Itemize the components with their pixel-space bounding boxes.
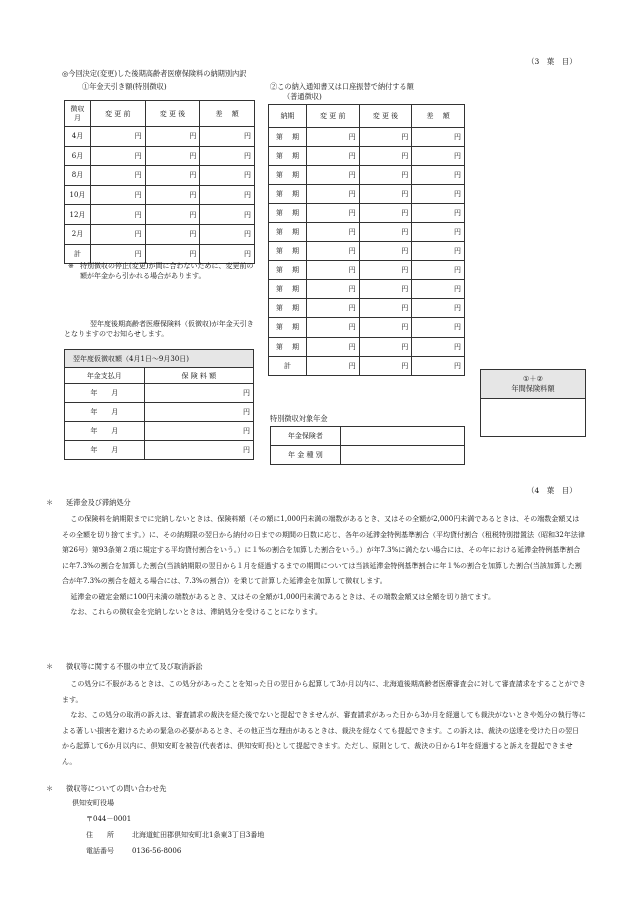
row-label: 4月: [65, 127, 91, 147]
row-label: 第 期: [269, 128, 307, 147]
contact-title: 徴収等についての問い合わせ先: [66, 784, 167, 793]
table-row: [269, 128, 465, 147]
amount-cell: 円: [200, 127, 255, 147]
delinquency-p1: この保険料を納期限までに完納しないときは、保険料額（その額に1,000円未満の端数があるとき、又はその全額が2,000円未満であるときは、その端数金額又はその全額を切り捨てます。）に、その納期限の翌日から納付の日までの期間の日数に応じ、各年の延滞金特例基準割合（平均貸付割合（租税特別措置法（昭和32年法律第26号）第93条第２項に規定する平均貸付割合をいう。）に１%の割合を加算した割合をいう。）が年7.3%に満たない場合には、その年における延滞金特例基準割合に年7.3%の割合を加算した割合(当該納期限の翌日から１月を経過するまでの期間については当該延滞金特例基準割合に年１%の割合を加算した割合(当該加算した割合が年7.3%の割合を超える場合には、7.3%の割合)）を乗じて計算した延滞金を加算して徴収します。: [62, 515, 585, 585]
row-label: 年 月: [65, 422, 145, 441]
next-year-table: [64, 349, 254, 460]
table-row: [269, 204, 465, 223]
delinquency-title: 延滞金及び滞納処分: [66, 498, 131, 507]
row-label: 第 期: [269, 147, 307, 166]
amount-cell: 円: [306, 204, 359, 223]
amount-cell: 円: [359, 166, 412, 185]
amount-cell: 円: [412, 356, 465, 375]
header-diff: 差 額: [412, 105, 465, 128]
amount-cell: 円: [359, 204, 412, 223]
amount-cell: 円: [145, 146, 200, 166]
table-row: [65, 185, 255, 205]
amount-cell: 円: [90, 244, 145, 264]
row-label: 第 期: [269, 337, 307, 356]
row-label: 2月: [65, 224, 91, 244]
row-label: 年 月: [65, 441, 145, 460]
special-title: ①年金天引き額(特別徴収): [82, 82, 167, 91]
amount-cell: 円: [145, 224, 200, 244]
ordinary-collection-table: [268, 104, 465, 376]
amount-cell: 円: [145, 205, 200, 225]
row-label: 8月: [65, 166, 91, 186]
amount-cell: 円: [144, 441, 253, 460]
table-row: [65, 441, 254, 460]
contact-postal: 〒044－0001: [86, 815, 132, 823]
contact-mark: ＊: [46, 784, 54, 793]
annual-label-1: ①＋②: [522, 374, 544, 383]
row-label: 第 期: [269, 204, 307, 223]
amount-cell: 円: [306, 185, 359, 204]
page-number-4: （4 葉 目）: [527, 486, 577, 495]
amount-cell: 円: [412, 318, 465, 337]
header-diff: 差 額: [200, 101, 255, 127]
row-label: 年 月: [65, 403, 145, 422]
amount-cell: 円: [359, 242, 412, 261]
table-row: [269, 185, 465, 204]
amount-cell: 円: [306, 147, 359, 166]
amount-cell: 円: [412, 299, 465, 318]
amount-cell: 円: [359, 318, 412, 337]
amount-cell: 円: [359, 261, 412, 280]
amount-cell: 円: [200, 146, 255, 166]
row-label: 第 期: [269, 185, 307, 204]
amount-cell: 円: [145, 166, 200, 186]
table-row: [269, 337, 465, 356]
header-amount: 保 険 料 額: [144, 368, 253, 384]
row-label: 計: [269, 356, 307, 375]
amount-cell: 円: [145, 244, 200, 264]
amount-cell: 円: [90, 127, 145, 147]
table-row: [65, 127, 255, 147]
delinquency-p3: なお、これらの徴収金を完納しないときは、滞納処分を受けることになります。: [70, 608, 322, 616]
amount-cell: 円: [412, 185, 465, 204]
header-before: 変 更 前: [306, 105, 359, 128]
pension-value-cell: [340, 446, 464, 465]
amount-cell: 円: [306, 318, 359, 337]
amount-cell: 円: [359, 337, 412, 356]
pension-row-label: 年 金 種 別: [271, 446, 341, 465]
row-label: 10月: [65, 185, 91, 205]
table-row: [269, 299, 465, 318]
amount-cell: 円: [306, 128, 359, 147]
row-label: 12月: [65, 205, 91, 225]
header-month-label: 徴収月: [70, 104, 85, 122]
special-note: 特別徴収の停止(変更)が間に合わないために、変更前の額が年金から引かれる場合があります。: [80, 262, 254, 280]
amount-cell: 円: [144, 422, 253, 441]
row-label: 第 期: [269, 261, 307, 280]
header-after: 変 更 後: [145, 101, 200, 127]
special-collection-table: [64, 100, 255, 264]
table-row: [269, 318, 465, 337]
amount-cell: 円: [306, 166, 359, 185]
pension-table: [270, 426, 465, 465]
ordinary-title: ②この納入通知書又は口座振替で納付する額: [270, 82, 414, 91]
row-label: 第 期: [269, 242, 307, 261]
amount-cell: 円: [306, 299, 359, 318]
ordinary-subtitle: （普通徴収): [283, 92, 322, 101]
amount-cell: 円: [90, 146, 145, 166]
delinquency-mark: ＊: [46, 498, 54, 507]
row-label: 6月: [65, 146, 91, 166]
amount-cell: 円: [412, 261, 465, 280]
contact-address-label: 住 所: [86, 831, 114, 839]
contact-phone: 0136-56-8006: [132, 847, 182, 855]
table-row: [269, 242, 465, 261]
amount-cell: 円: [145, 185, 200, 205]
amount-cell: 円: [306, 280, 359, 299]
amount-cell: 円: [306, 356, 359, 375]
amount-cell: 円: [145, 127, 200, 147]
delinquency-p2: 延滞金の確定金額に100円未満の端数があるとき、又はその全額が1,000円未満であるときは、その端数金額又は全額を切り捨てます。: [70, 592, 495, 601]
table-row: [65, 384, 254, 403]
table-row: [269, 166, 465, 185]
next-year-caption: 翌年度仮徴収額（4月1日～9月30日): [65, 350, 254, 368]
table-row: [271, 446, 465, 465]
amount-cell: 円: [359, 356, 412, 375]
table-row: [269, 356, 465, 375]
amount-cell: 円: [412, 223, 465, 242]
header-before: 変 更 前: [90, 101, 145, 127]
pension-value-cell: [340, 427, 464, 446]
row-label: 第 期: [269, 223, 307, 242]
table-row: [65, 205, 255, 225]
table-row: [269, 280, 465, 299]
pension-row-label: 年金保険者: [271, 427, 341, 446]
table-row: [269, 147, 465, 166]
amount-cell: 円: [359, 185, 412, 204]
annual-total-box: [480, 369, 586, 437]
amount-cell: 円: [412, 128, 465, 147]
header-month: [65, 101, 91, 127]
amount-cell: 円: [306, 242, 359, 261]
amount-cell: 円: [144, 403, 253, 422]
section-title: ◎今回決定(変更)した後期高齢者医療保険料の納期別内訳: [62, 69, 247, 78]
annual-label-2: 年間保険料額: [511, 384, 555, 393]
row-label: 第 期: [269, 318, 307, 337]
table-row: [65, 166, 255, 186]
appeal-p1: この処分に不服があるときは、この処分があったことを知った日の翌日から起算して3か月以内に、北海道後期高齢者医療審査会に対して審査請求をすることができます。: [62, 680, 586, 704]
amount-cell: 円: [306, 261, 359, 280]
amount-cell: 円: [359, 280, 412, 299]
row-label: 計: [65, 244, 91, 264]
amount-cell: 円: [200, 185, 255, 205]
contact-office: 倶知安町役場: [72, 799, 114, 807]
table-row: [65, 403, 254, 422]
amount-cell: 円: [200, 244, 255, 264]
table-row: [271, 427, 465, 446]
amount-cell: 円: [412, 166, 465, 185]
amount-cell: 円: [90, 185, 145, 205]
amount-cell: 円: [200, 224, 255, 244]
appeal-title: 徴収等に関する不服の申立て及び取消訴訟: [66, 662, 203, 671]
amount-cell: 円: [359, 128, 412, 147]
appeal-mark: ＊: [46, 662, 54, 671]
table-row: [269, 223, 465, 242]
page-number-3: （3 葉 目）: [527, 57, 577, 66]
amount-cell: 円: [90, 166, 145, 186]
amount-cell: 円: [359, 147, 412, 166]
amount-cell: 円: [412, 204, 465, 223]
appeal-p2: なお、この処分の取消の訴えは、審査請求の裁決を経た後でないと提起できませんが、審査請求があった日から3か月を経過しても裁決がないときや処分の執行等による著しい損害を避けるための緊急の必要があるとき、その他正当な理由があるときは、裁決を経なくても提起できます。この訴えは、裁決の送達を受けた日の翌日から起算して6か月以内に、倶知安町を被告(代表者は、倶知安町長)として提起できます。ただし、原則として、裁決の日から1年を経過すると訴えを提起できません。: [62, 711, 586, 766]
contact-address: 北海道虻田郡倶知安町北1条東3丁目3番地: [132, 831, 265, 839]
contact-phone-label: 電話番号: [86, 847, 114, 855]
amount-cell: 円: [306, 337, 359, 356]
row-label: 年 月: [65, 384, 145, 403]
amount-cell: 円: [200, 205, 255, 225]
header-after: 変 更 後: [359, 105, 412, 128]
amount-cell: 円: [306, 223, 359, 242]
note-mark: ※: [68, 262, 74, 270]
amount-cell: 円: [144, 384, 253, 403]
row-label: 第 期: [269, 280, 307, 299]
header-term: 納期: [269, 105, 307, 128]
pension-title: 特別徴収対象年金: [270, 414, 328, 423]
header-pay-month: 年金支払月: [65, 368, 145, 384]
amount-cell: 円: [412, 337, 465, 356]
table-row: [65, 422, 254, 441]
table-row: [65, 224, 255, 244]
row-label: 第 期: [269, 299, 307, 318]
row-label: 第 期: [269, 166, 307, 185]
amount-cell: 円: [412, 242, 465, 261]
amount-cell: 円: [90, 224, 145, 244]
table-row: [269, 261, 465, 280]
next-year-note: 翌年度後期高齢者医療保険料（仮徴収)が年金天引きとなりますのでお知らせします。: [64, 320, 254, 338]
amount-cell: 円: [412, 280, 465, 299]
amount-cell: 円: [359, 223, 412, 242]
table-row: [65, 146, 255, 166]
amount-cell: 円: [359, 299, 412, 318]
amount-cell: 円: [412, 147, 465, 166]
amount-cell: 円: [90, 205, 145, 225]
amount-cell: 円: [200, 166, 255, 186]
